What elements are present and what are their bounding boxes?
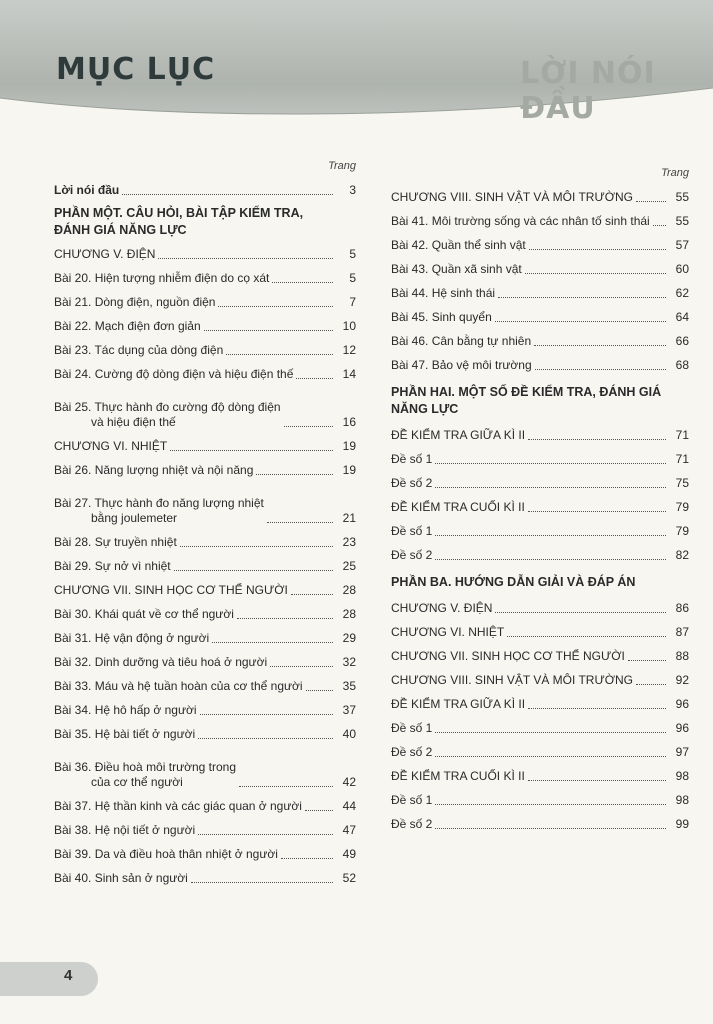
toc-entry-page: 28 [342,583,356,597]
toc-entry-label-line2: của cơ thể người [91,775,183,789]
toc-entry-page: 32 [342,655,356,669]
toc-entry-label: Bài 47. Bảo vệ môi trường [391,358,532,372]
dot-leader [435,487,666,488]
toc-entry-bai-45[interactable] [391,304,689,328]
toc-entry-intro[interactable] [54,177,356,201]
toc-entry-bai-25[interactable] [54,385,356,433]
dot-leader [212,642,333,643]
toc-entry-chapter-8[interactable] [391,184,689,208]
toc-entry-label: Bài 22. Mạch điện đơn giản [54,319,201,333]
toc-entry-final-test-1[interactable] [391,518,689,542]
dot-leader [122,194,333,195]
toc-entry-page: 82 [675,548,689,562]
dot-leader [636,684,666,685]
toc-entry-final-test-2[interactable] [391,542,689,566]
toc-entry-page: 55 [675,214,689,228]
toc-entry-label [54,760,236,790]
toc-entry-label [54,400,281,430]
dot-leader [528,511,666,512]
toc-entry-bai-43[interactable] [391,256,689,280]
dot-leader [191,882,333,883]
toc-entry-page: 42 [342,775,356,789]
dot-leader [256,474,333,475]
dot-leader [528,439,666,440]
toc-entry-bai-37[interactable] [54,793,356,817]
toc-entry-page: 68 [675,358,689,372]
toc-entry-page: 79 [675,524,689,538]
toc-entry-label: CHƯƠNG VII. SINH HỌC CƠ THỂ NGƯỜI [391,649,625,663]
toc-entry-label: Bài 24. Cường độ dòng điện và hiệu điện thế [54,367,294,381]
dot-leader [237,618,333,619]
toc-entry-bai-47[interactable] [391,352,689,376]
dot-leader [529,249,666,250]
toc-entry-midterm-test-2[interactable] [391,470,689,494]
toc-entry-bai-41[interactable] [391,208,689,232]
toc-entry-page: 97 [675,745,689,759]
page-number-tab [0,962,98,996]
toc-entry-bai-31[interactable] [54,625,356,649]
dot-leader [435,559,666,560]
dot-leader [281,858,333,859]
toc-entry-bai-46[interactable] [391,328,689,352]
toc-entry-page: 5 [349,271,356,285]
toc-entry-label: Bài 31. Hệ vận động ở người [54,631,210,645]
dot-leader [507,636,666,637]
toc-entry-label: Bài 35. Hệ bài tiết ở người [54,727,196,741]
toc-entry-label: CHƯƠNG VIII. SINH VẬT VÀ MÔI TRƯỜNG [391,673,633,687]
dot-leader [535,369,666,370]
toc-entry-label: Bài 42. Quần thể sinh vật [391,238,526,252]
toc-entry-label: Bài 39. Da và điều hoà thân nhiệt ở người [54,847,278,861]
dot-leader [528,708,666,709]
toc-entry-page: 25 [342,559,356,573]
toc-entry-page: 10 [342,319,356,333]
toc-entry-label: Bài 21. Dòng điện, nguồn điện [54,295,216,309]
toc-entry-label: Đề số 2 [391,817,433,831]
dot-leader [525,273,666,274]
toc-entry-bai-24[interactable] [54,361,356,385]
toc-entry-bai-28[interactable] [54,529,356,553]
toc-entry-page: 49 [342,847,356,861]
toc-entry-answers-midterm-2[interactable] [391,739,689,763]
toc-entry-page: 87 [675,625,689,639]
toc-entry-page: 7 [349,295,356,309]
ghost-title: LỜI NÓI ĐẦU [520,56,656,126]
part-two-heading-line1: PHẦN HAI. MỘT SỐ ĐỀ KIỂM TRA, ĐÁNH GIÁ [391,385,662,399]
toc-entry-answers-chapter-8[interactable] [391,667,689,691]
dot-leader [239,786,333,787]
toc-entry-label: Bài 20. Hiện tượng nhiễm điện do cọ xát [54,271,270,285]
toc-entry-page: 98 [675,769,689,783]
toc-entry-label: Bài 28. Sự truyền nhiệt [54,535,177,549]
part-two-heading [391,376,689,422]
toc-entry-label: Bài 23. Tác dụng của dòng điện [54,343,224,357]
dot-leader [435,804,666,805]
dot-leader [435,463,666,464]
toc-entry-bai-44[interactable] [391,280,689,304]
toc-entry-chapter-5[interactable] [54,241,356,265]
dot-leader [291,594,333,595]
toc-entry-page: 12 [342,343,356,357]
toc-entry-page: 75 [675,476,689,490]
dot-leader [495,612,666,613]
toc-entry-label: Bài 46. Cân bằng tự nhiên [391,334,532,348]
toc-entry-label: Bài 37. Hệ thần kinh và các giác quan ở người [54,799,302,813]
toc-entry-bai-26[interactable] [54,457,356,481]
toc-entry-bai-20[interactable] [54,265,356,289]
toc-entry-bai-35[interactable] [54,721,356,745]
dot-leader [200,714,333,715]
toc-entry-answers-chapter-5[interactable] [391,595,689,619]
dot-leader [305,810,333,811]
dot-leader [198,738,333,739]
toc-entry-label: CHƯƠNG VII. SINH HỌC CƠ THỂ NGƯỜI [54,583,288,597]
toc-entry-label: Bài 43. Quần xã sinh vật [391,262,522,276]
dot-leader [435,535,666,536]
toc-entry-bai-23[interactable] [54,337,356,361]
toc-entry-label: Đề số 1 [391,452,433,466]
dot-leader [267,522,333,523]
toc-entry-label: Bài 26. Năng lượng nhiệt và nội năng [54,463,254,477]
toc-entry-page: 99 [675,817,689,831]
toc-entry-bai-21[interactable] [54,289,356,313]
toc-entry-label-line1: Bài 27. Thực hành đo năng lượng nhiệt [54,496,264,510]
dot-leader [226,354,333,355]
toc-entry-label: Đề số 1 [391,793,433,807]
toc-entry-page: 23 [342,535,356,549]
toc-entry-page: 29 [342,631,356,645]
toc-entry-page: 88 [675,649,689,663]
part-one-heading-line1: PHẦN MỘT. CÂU HỎI, BÀI TẬP KIỂM TRA, [54,206,304,220]
toc-entry-label: ĐỀ KIỂM TRA CUỐI KÌ II [391,500,525,514]
toc-entry-answers-chapter-7[interactable] [391,643,689,667]
toc-entry-label: CHƯƠNG VI. NHIỆT [391,625,505,639]
toc-entry-page: 71 [675,428,689,442]
trang-label: Trang [328,160,356,172]
toc-entry-midterm-test[interactable] [391,422,689,446]
toc-entry-label-line2: và hiệu điện thế [91,415,176,429]
toc-entry-page: 19 [342,439,356,453]
toc-entry-label: Đề số 2 [391,548,433,562]
dot-leader [435,828,666,829]
dot-leader [306,690,333,691]
dot-leader [435,756,666,757]
toc-entry-page: 19 [342,463,356,477]
toc-entry-label: ĐỀ KIỂM TRA GIỮA KÌ II [391,697,526,711]
toc-entry-label-line1: Bài 25. Thực hành đo cường độ dòng điện [54,400,281,414]
toc-entry-page: 52 [342,871,356,885]
part-one-heading [54,201,356,241]
toc-entry-bai-38[interactable] [54,817,356,841]
toc-entry-final-test[interactable] [391,494,689,518]
part-one-heading-line2: ĐÁNH GIÁ NĂNG LỰC [54,223,187,237]
trang-label: Trang [661,167,689,179]
dot-leader [628,660,666,661]
toc-entry-page: 55 [675,190,689,204]
toc-entry-page: 37 [342,703,356,717]
dot-leader [435,732,666,733]
dot-leader [270,666,333,667]
toc-entry-page: 60 [675,262,689,276]
toc-entry-label: CHƯƠNG V. ĐIỆN [54,247,156,261]
toc-entry-midterm-test-1[interactable] [391,446,689,470]
toc-entry-label: Đề số 2 [391,745,433,759]
toc-entry-chapter-7[interactable] [54,577,356,601]
dot-leader [174,570,333,571]
toc-entry-bai-27[interactable] [54,481,356,529]
dot-leader [272,282,333,283]
toc-entry-chapter-6[interactable] [54,433,356,457]
page-header [0,0,713,126]
toc-entry-answers-chapter-6[interactable] [391,619,689,643]
toc-entry-bai-40[interactable] [54,865,356,889]
dot-leader [158,258,333,259]
dot-leader [636,201,666,202]
toc-entry-page: 40 [342,727,356,741]
toc-entry-page: 64 [675,310,689,324]
dot-leader [284,426,333,427]
toc-entry-page: 47 [342,823,356,837]
toc-entry-label: Bài 45. Sinh quyển [391,310,492,324]
page-title: MỤC LỤC [56,52,216,87]
toc-entry-bai-42[interactable] [391,232,689,256]
toc-entry-page: 92 [675,673,689,687]
part-three-heading [391,566,689,595]
toc-entry-page: 79 [675,500,689,514]
toc-entry-page: 86 [675,601,689,615]
toc-entry-page: 3 [349,183,356,197]
toc-entry-label-line1: Bài 36. Điều hoà môi trường trong [54,760,236,774]
toc-entry-page: 98 [675,793,689,807]
toc-entry-label: Đề số 2 [391,476,433,490]
toc-entry-page: 5 [349,247,356,261]
dot-leader [534,345,666,346]
toc-entry-label: Bài 34. Hệ hô hấp ở người [54,703,197,717]
toc-entry-label [54,496,264,526]
toc-entry-answers-midterm[interactable] [391,691,689,715]
toc-entry-bai-22[interactable] [54,313,356,337]
toc-entry-label: Bài 33. Máu và hệ tuần hoàn của cơ thể người [54,679,303,693]
dot-leader [180,546,333,547]
toc-entry-label: ĐỀ KIỂM TRA CUỐI KÌ II [391,769,525,783]
toc-entry-label: CHƯƠNG VIII. SINH VẬT VÀ MÔI TRƯỜNG [391,190,633,204]
toc-entry-page: 44 [342,799,356,813]
toc-entry-page: 28 [342,607,356,621]
toc-entry-label: Bài 32. Dinh dưỡng và tiêu hoá ở người [54,655,268,669]
toc-entry-page: 96 [675,697,689,711]
toc-entry-bai-30[interactable] [54,601,356,625]
toc-left-column [54,160,356,889]
toc-entry-bai-29[interactable] [54,553,356,577]
dot-leader [296,378,333,379]
toc-entry-bai-33[interactable] [54,673,356,697]
dot-leader [495,321,666,322]
toc-entry-label: Bài 29. Sự nở vì nhiệt [54,559,171,573]
toc-entry-label: Đề số 1 [391,721,433,735]
dot-leader [204,330,333,331]
dot-leader [218,306,333,307]
toc-entry-label: Bài 40. Sinh sản ở người [54,871,188,885]
toc-entry-label: Đề số 1 [391,524,433,538]
toc-entry-page: 71 [675,452,689,466]
toc-entry-bai-32[interactable] [54,649,356,673]
page-number: 4 [64,967,73,984]
toc-entry-page: 96 [675,721,689,735]
toc-entry-answers-final-1[interactable] [391,787,689,811]
toc-entry-page: 62 [675,286,689,300]
toc-entry-bai-34[interactable] [54,697,356,721]
toc-entry-label-line2: bằng joulemeter [91,511,178,525]
dot-leader [653,225,666,226]
toc-entry-answers-midterm-1[interactable] [391,715,689,739]
dot-leader [198,834,333,835]
dot-leader [528,780,666,781]
toc-entry-label: Lời nói đầu [54,183,120,197]
toc-entry-label: Bài 44. Hệ sinh thái [391,286,496,300]
toc-entry-bai-39[interactable] [54,841,356,865]
toc-entry-page: 35 [342,679,356,693]
toc-entry-label: Bài 30. Khái quát về cơ thể người [54,607,234,621]
toc-entry-answers-final-2[interactable] [391,811,689,835]
dot-leader [498,297,666,298]
part-three-heading-line1: PHẦN BA. HƯỚNG DẪN GIẢI VÀ ĐÁP ÁN [391,575,636,589]
toc-entry-page: 21 [342,511,356,525]
toc-entry-page: 57 [675,238,689,252]
toc-entry-page: 66 [675,334,689,348]
toc-entry-label: CHƯƠNG VI. NHIỆT [54,439,168,453]
part-two-heading-line2: NĂNG LỰC [391,402,459,416]
toc-entry-label: Bài 38. Hệ nội tiết ở người [54,823,196,837]
toc-right-column [391,160,689,835]
toc-entry-answers-final[interactable] [391,763,689,787]
toc-entry-label: Bài 41. Môi trường sống và các nhân tố sinh thái [391,214,650,228]
toc-entry-page: 14 [342,367,356,381]
dot-leader [170,450,333,451]
toc-entry-page: 16 [342,415,356,429]
toc-entry-bai-36[interactable] [54,745,356,793]
toc-entry-label: ĐỀ KIỂM TRA GIỮA KÌ II [391,428,526,442]
toc-entry-label: CHƯƠNG V. ĐIỆN [391,601,493,615]
